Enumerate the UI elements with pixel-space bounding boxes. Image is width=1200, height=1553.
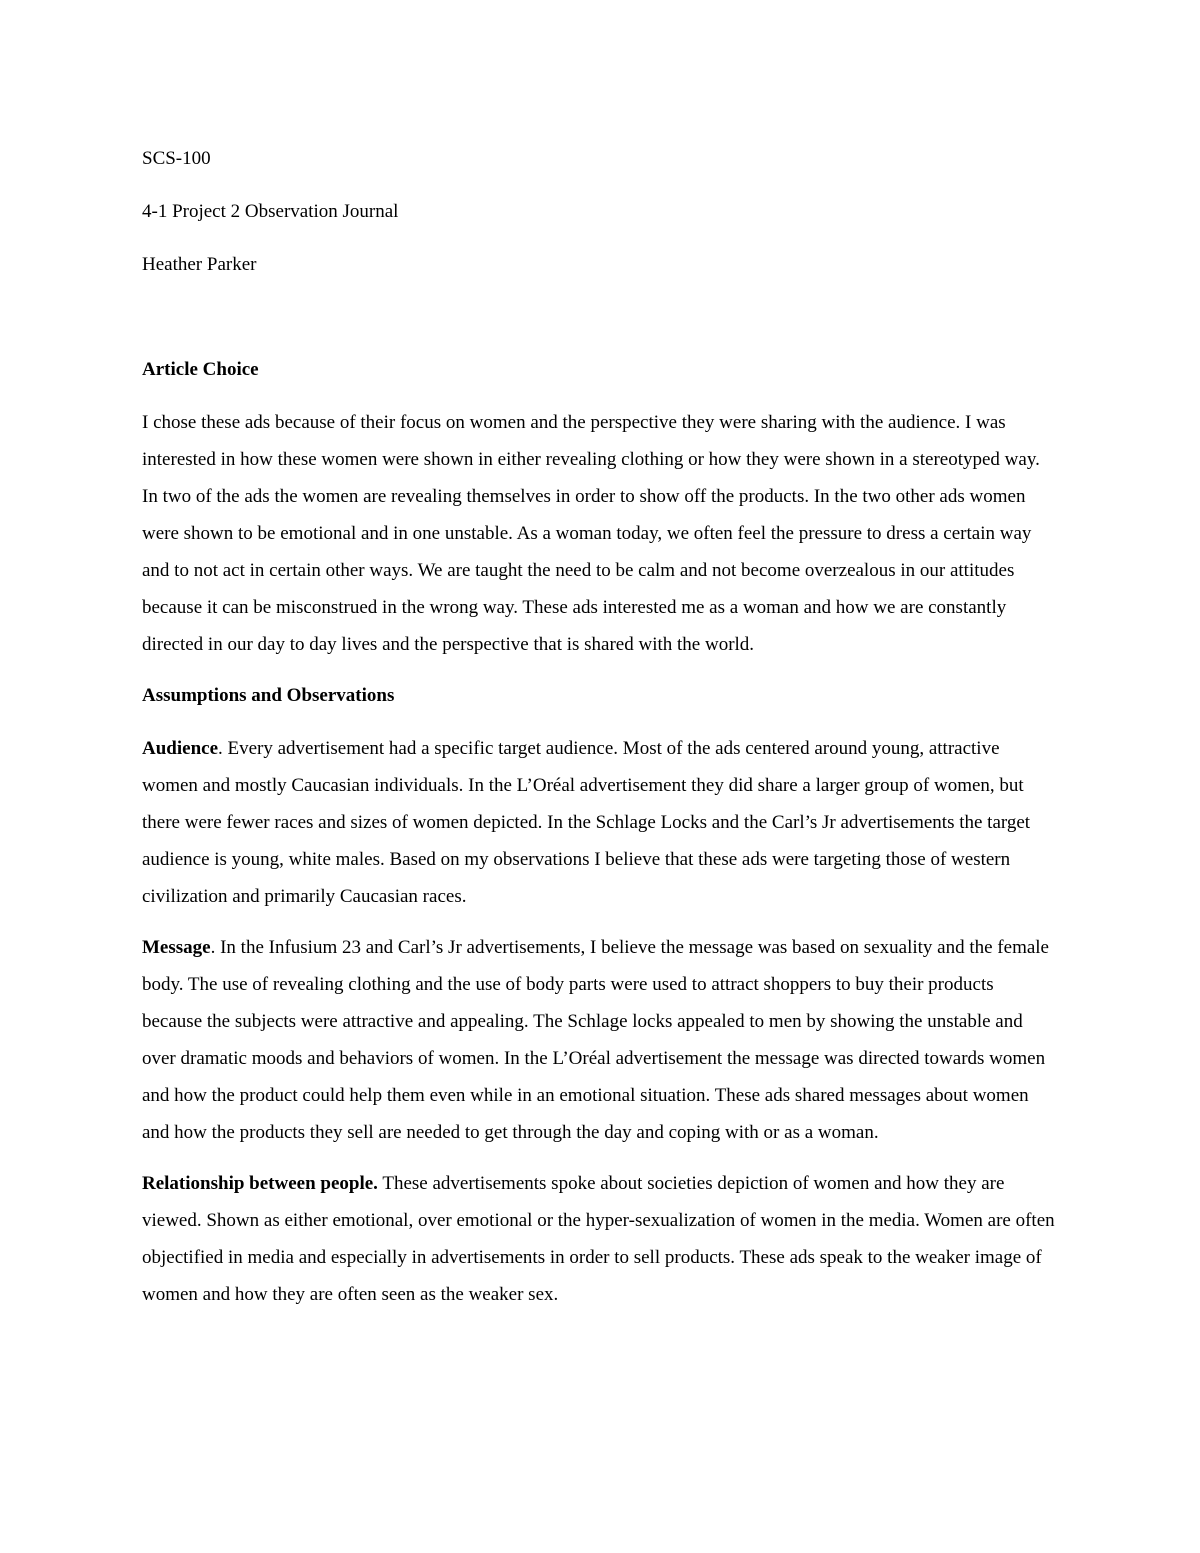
audience-paragraph — [142, 730, 1057, 915]
assumptions-heading: Assumptions and Observations — [142, 685, 395, 706]
relationship-body: These advertisements spoke about societies depiction of women and how they are viewed. Shown as either emotional, over emotional or the hyper-sexualization of women in the media. Women are often objectified in media and especially in advertisements in order to sell products. These ads speak to the weaker image of women and how they are often seen as the weaker sex. — [142, 1173, 1055, 1305]
course-code: SCS-100 — [142, 148, 211, 169]
audience-lead: Audience — [142, 738, 218, 759]
author-name: Heather Parker — [142, 254, 257, 275]
audience-body: . Every advertisement had a specific target audience. Most of the ads centered around young, attractive women and mostly Caucasian individuals. In the L’Oréal advertisement they did share a larger group of women, but there were fewer races and sizes of women depicted. In the Schlage Locks and the Carl’s Jr advertisements the target audience is young, white males. Based on my observations I believe that these ads were targeting those of western civilization and primarily Caucasian races. — [142, 738, 1031, 907]
message-body: . In the Infusium 23 and Carl’s Jr advertisements, I believe the message was based on sexuality and the female body. The use of revealing clothing and the use of body parts were used to attract shoppers to buy their products because the subjects were attractive and appealing. The Schlage locks appealed to men by showing the unstable and over dramatic moods and behaviors of women. In the L’Oréal advertisement the message was directed towards women and how the product could help them even while in an emotional situation. These ads shared messages about women and how the products they sell are needed to get through the day and coping with or as a woman. — [142, 937, 1049, 1143]
article-choice-paragraph: I chose these ads because of their focus on women and the perspective they were sharing with the audience. I was interested in how these women were shown in either revealing clothing or how they were shown in a stereotyped way. In two of the ads the women are revealing themselves in order to show off the products. In the two other ads women were shown to be emotional and in one unstable. As a woman today, we often feel the pressure to dress a certain way and to not act in certain other ways. We are taught the need to be calm and not become overzealous in our attitudes because it can be misconstrued in the wrong way. These ads interested me as a woman and how we are constantly directed in our day to day lives and the perspective that is shared with the world. — [142, 412, 1040, 655]
assignment-title: 4-1 Project 2 Observation Journal — [142, 201, 399, 222]
relationship-lead: Relationship between people. — [142, 1173, 378, 1194]
relationship-paragraph — [142, 1165, 1057, 1313]
message-lead: Message — [142, 937, 211, 958]
article-choice-heading: Article Choice — [142, 359, 259, 380]
message-paragraph — [142, 929, 1057, 1151]
document-body — [142, 140, 1057, 1327]
